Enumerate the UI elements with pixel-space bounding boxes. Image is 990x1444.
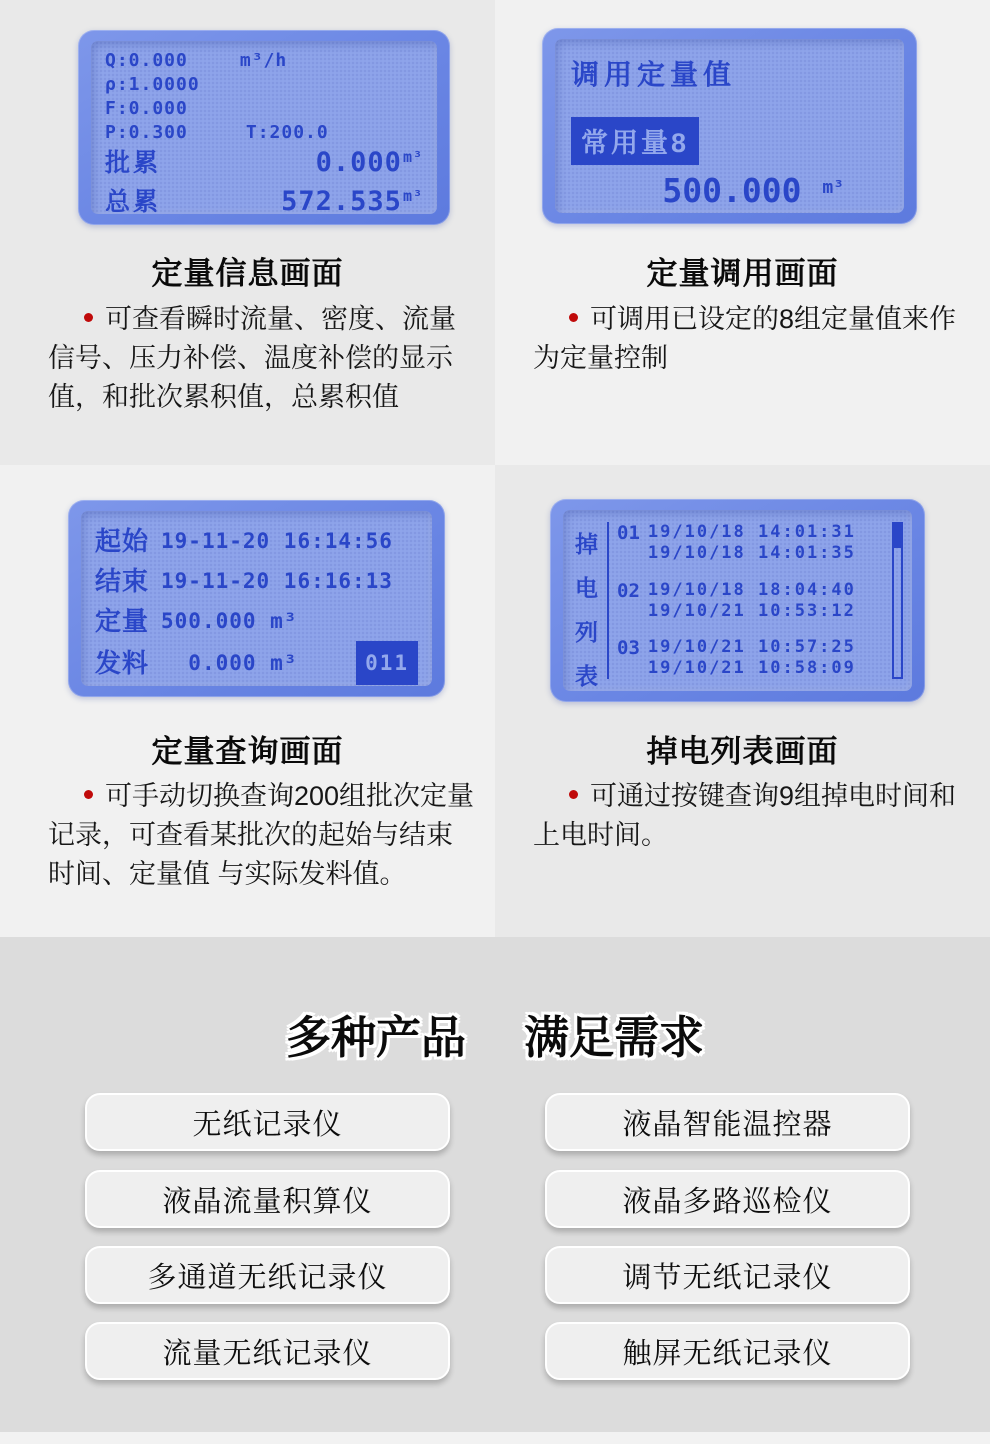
lcd-screen-quantitative-info [78,30,450,225]
panel-powerloss-list [495,465,990,937]
product-button-multichannel-paperless-recorder[interactable]: 多通道无纸记录仪 [85,1246,450,1304]
bullet-icon [84,790,93,799]
next-section-strip [0,1432,990,1444]
lcd-powerloss-entry: 02 19/10/18 18:04:40 19/10/21 10:53:12 [617,579,856,621]
lcd-screen-powerloss-list [550,499,925,702]
lcd-scrollbar-thumb [894,524,901,548]
lcd-scrollbar [892,522,903,679]
product-button-touchscreen-paperless-recorder[interactable]: 触屏无纸记录仪 [545,1322,910,1380]
lcd-row-end-time: 结束 19-11-20 16:16:13 [95,566,393,596]
bullet-icon [569,313,578,322]
product-button-lcd-multichannel-inspector[interactable]: 液晶多路巡检仪 [545,1170,910,1228]
product-button-regulating-paperless-recorder[interactable]: 调节无纸记录仪 [545,1246,910,1304]
panel-title: 定量信息画面 [151,256,344,291]
lcd-line-batch-total: 批累 $0.000^{m^3}$ [105,147,423,178]
lcd-flow-unit: m³/h [239,50,288,71]
lcd-recall-heading: 调用定量值 [571,59,737,90]
lcd-powerloss-entry: 03 19/10/21 10:57:25 19/10/21 10:58:09 [617,637,856,678]
product-button-lcd-smart-temp-controller[interactable]: 液晶智能温控器 [545,1093,910,1151]
lcd-preset-value: 500.000 $^{m^3}$ [662,171,844,210]
panel-title: 掉电列表画面 [646,734,839,769]
lcd-divider [607,522,609,679]
lcd-temperature-value: T:200.0 [245,122,329,143]
lcd-row-delivered: 发料 0.000 m³ 011 [95,641,418,685]
panel-title: 定量调用画面 [646,256,839,291]
bullet-icon [84,313,93,322]
panel-quantitative-info [0,0,495,465]
product-button-lcd-flow-totalizer[interactable]: 液晶流量积算仪 [85,1170,450,1228]
bullet-icon [569,790,578,799]
product-button-flow-paperless-recorder[interactable]: 流量无纸记录仪 [85,1322,450,1380]
product-button-paperless-recorder[interactable]: 无纸记录仪 [85,1093,450,1151]
lcd-batch-number-badge: 011 [356,641,418,685]
lcd-line-density: ρ:1.0000 [105,74,200,95]
panel-description: 可手动切换查询200组批次定量记录，可查看某批次的起始与结束时间、定量值 与实际发料值。 [48,781,475,889]
lcd-row-set-quantity: 定量 500.000 m³ [95,606,298,636]
lcd-line-grand-total: 总累 $572.535^{m^3}$ [105,186,423,214]
panel-title: 定量查询画面 [151,734,344,769]
panel-description: 可查看瞬时流量、密度、流量信号、压力补偿、温度补偿的显示值，和批次累积值，总累积值 [48,304,456,412]
products-section [0,937,990,1432]
panel-quantitative-query [0,465,495,937]
panel-description: 可调用已设定的8组定量值来作为定量控制 [533,304,957,373]
lcd-line-flowrate: Q:0.000 m³/h [105,50,288,71]
lcd-row-start-time: 起始 19-11-20 16:14:56 [95,526,393,556]
lcd-line-frequency: F:0.000 [105,98,188,119]
lcd-screen-quantitative-recall [542,28,917,224]
lcd-line-pressure-temp: P:0.300 T:200.0 [105,122,329,143]
lcd-vertical-label: 掉电列表 [575,531,598,689]
products-heading: 多种产品 满足需求 [285,1012,705,1063]
lcd-screen-quantitative-query [68,500,445,697]
panel-quantitative-recall [495,0,990,465]
lcd-powerloss-entry: 01 19/10/18 14:01:31 19/10/18 14:01:35 [617,522,856,563]
lcd-selected-preset: 常用量8 [571,117,699,165]
panel-description: 可通过按键查询9组掉电时间和上电时间。 [533,781,957,850]
